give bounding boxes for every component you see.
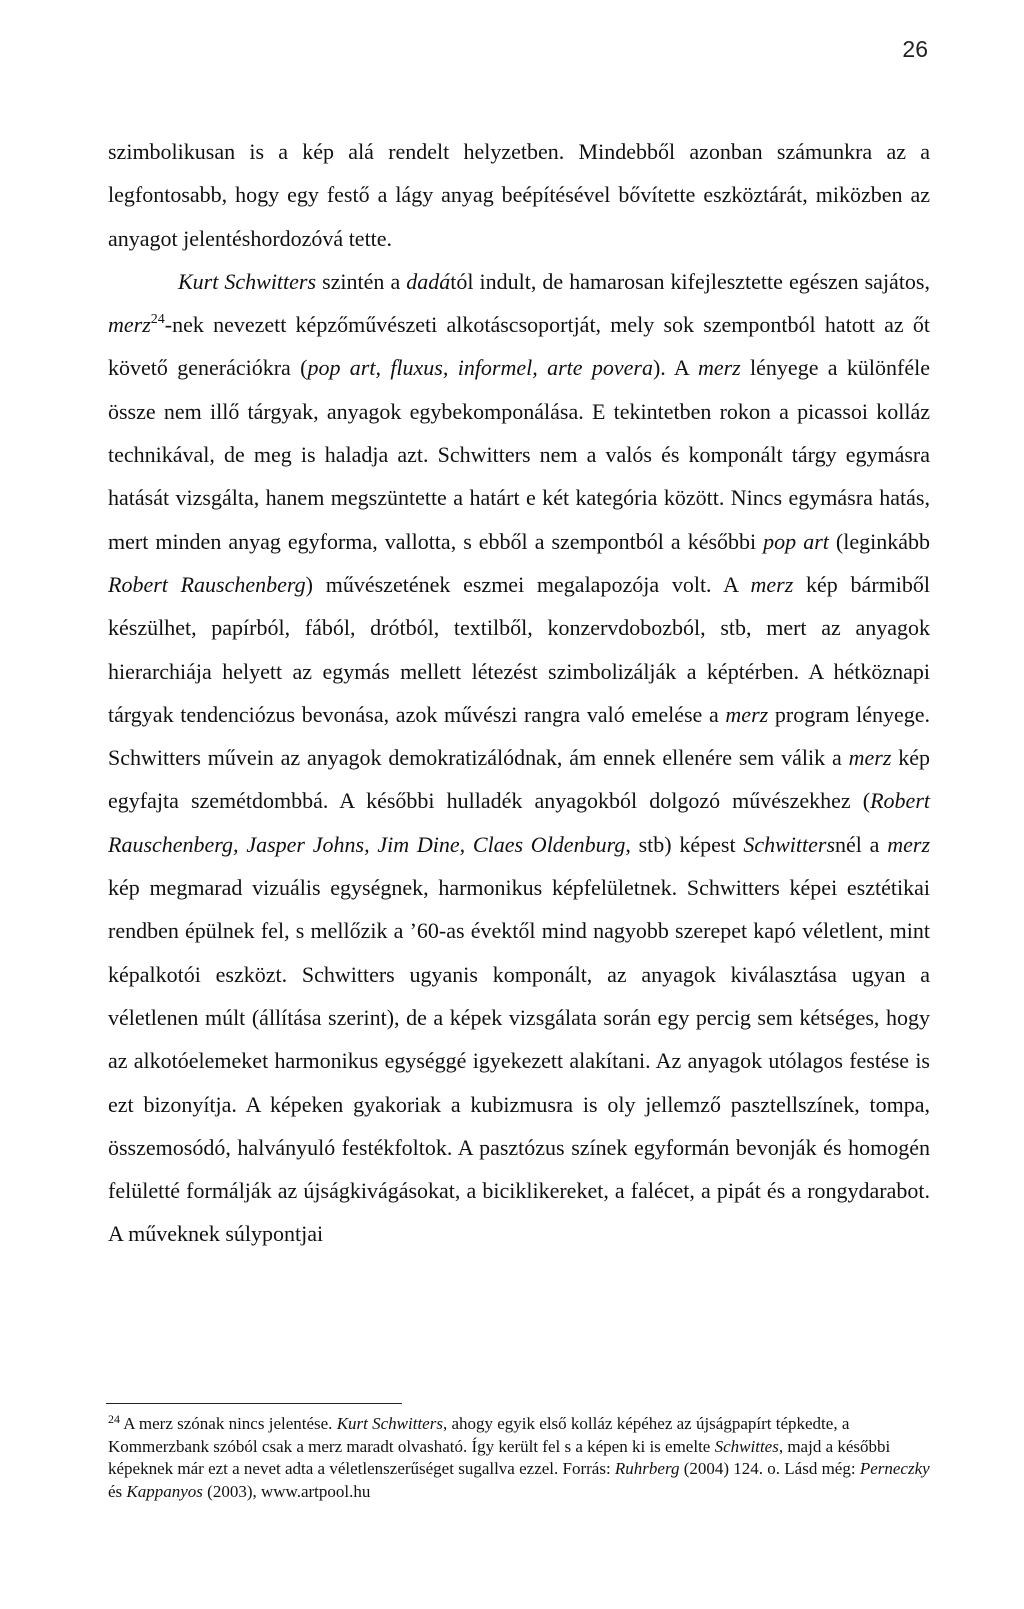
body-text bbox=[108, 130, 930, 1256]
text-run: , majd a későbbi képeknek már ezt a nevet adta a véletlenszerűséget sugallva ezzel. Forrás: bbox=[108, 1436, 891, 1478]
text-run: -nek nevezett képzőművészeti alkotáscsoportját, mely sok szempontból hatott az őt követő generációkra ( bbox=[108, 312, 930, 381]
text-run: program lényege. Schwitters művein az anyagok demokratizálódnak, ám ennek ellenére sem válik a bbox=[108, 701, 930, 771]
text-run: (2004) 124. o. Lásd még: bbox=[679, 1459, 860, 1478]
text-run: ). A bbox=[652, 355, 698, 381]
text-run: (2003), www.artpool.hu bbox=[202, 1481, 371, 1501]
italic-run: Kurt Schwitters bbox=[336, 1414, 443, 1433]
italic-run: Perneczky bbox=[859, 1459, 930, 1478]
paragraph bbox=[108, 130, 930, 260]
text-run: és bbox=[108, 1481, 127, 1501]
footnote-text bbox=[108, 1413, 930, 1503]
italic-run: Schwitters bbox=[743, 831, 836, 857]
italic-run: Kappanyos bbox=[126, 1481, 203, 1501]
text-run: tól indult, de hamarosan kifejlesztette egészen sajátos, bbox=[450, 268, 930, 294]
italic-run: pop art, fluxus, informel, arte povera bbox=[307, 355, 653, 381]
text-run: szintén a bbox=[316, 268, 407, 294]
text-run: ) művészetének eszmei megalapozója volt. A bbox=[305, 571, 751, 597]
italic-run: merz bbox=[750, 571, 794, 597]
italic-run: Ruhrberg bbox=[614, 1459, 680, 1478]
text-run: A merz szónak nincs jelentése. bbox=[120, 1414, 337, 1433]
italic-run: Robert Rauschenberg bbox=[108, 571, 306, 597]
italic-run: Kurt Schwitters bbox=[178, 268, 317, 294]
text-run: kép megmarad vizuális egységnek, harmonikus képfelületnek. Schwitters képei esztétikai rendben épülnek fel, s mellőzik a ’60-as évektől mind nagyobb szerepet kapó véletlent, mint képalkotói eszközt. Schwitters ugyanis komponált, az anyagok kiválasztása ugyan a véletlenen múlt (állítása szerint), de a képek vizsgálata során egy percig sem kétséges, hogy az alkotóelemeket harmonikus egységgé igyekezett alakítani. Az anyagok utólagos festése is ezt bizonyítja. A képeken gyakoriak a kubizmusra is oly jellemző pasztellszínek, tompa, összemosódó, halványuló festékfoltok. A pasztózus színek egyformán bevonják és homogén felületté formálják az újságkivágásokat, a biciklikereket, a falécet, a pipát és a rongydarabot. A műveknek súlypontjai bbox=[108, 875, 930, 1247]
text-run: kép bármiből készülhet, papírból, fából, drótból, textilből, konzervdobozból, stb, mert az anyagok hierarchiája helyett az egymás mellett létezést szimbolizálják a képtérben. A hétköznapi tárgyak tendenciózus bevonása, azok művészi rangra való emelése a bbox=[108, 571, 930, 727]
italic-run: merz bbox=[848, 745, 892, 771]
text-run: , ahogy egyik első kolláz képéhez az újságpapírt tépkedte, a Kommerzbank szóból csak a merz maradt olvasható. Így került fel s a képen ki is emelte bbox=[108, 1414, 850, 1456]
italic-run: Schwittes bbox=[714, 1436, 779, 1456]
italic-run: Robert Rauschenberg, Jasper Johns, Jim Dine, Claes Oldenburg bbox=[108, 788, 930, 857]
footnote-marker: 24 bbox=[150, 312, 165, 328]
page-number: 26 bbox=[902, 36, 928, 62]
italic-run: dadá bbox=[406, 268, 451, 294]
text-run: , stb) képest bbox=[625, 831, 744, 857]
italic-run: merz bbox=[697, 355, 741, 381]
italic-run: pop art bbox=[763, 528, 829, 554]
italic-run: merz bbox=[725, 701, 769, 727]
text-run: (leginkább bbox=[828, 528, 930, 554]
text-run: szimbolikusan is a kép alá rendelt helyzetben. Mindebből azonban számunkra az a legfontosabb, hogy egy festő a lágy anyag beépítésével bővítette eszköztárát, miközben az anyagot jelentéshordozóvá tette. bbox=[108, 139, 930, 251]
italic-run: merz bbox=[108, 312, 151, 338]
text-run: lényege a különféle össze nem illő tárgyak, anyagok egybekomponálása. E tekintetben rokon a picassoi kolláz technikával, de meg is haladja azt. Schwitters nem a valós és komponált tárgy egymásra hatását vizsgálta, hanem megszüntette a határt e két kategória között. Nincs egymásra hatás, mert minden anyag egyforma, vallotta, s ebből a szempontból a későbbi bbox=[108, 355, 930, 554]
italic-run: merz bbox=[887, 831, 931, 857]
footnote bbox=[108, 1413, 930, 1503]
paragraph bbox=[108, 260, 930, 1256]
footnote-separator bbox=[106, 1403, 402, 1404]
footnote-marker: 24 bbox=[108, 1412, 120, 1426]
text-run: nél a bbox=[835, 831, 888, 857]
text-run: kép egyfajta szemétdombbá. A későbbi hulladék anyagokból dolgozó művészekhez ( bbox=[108, 745, 931, 814]
